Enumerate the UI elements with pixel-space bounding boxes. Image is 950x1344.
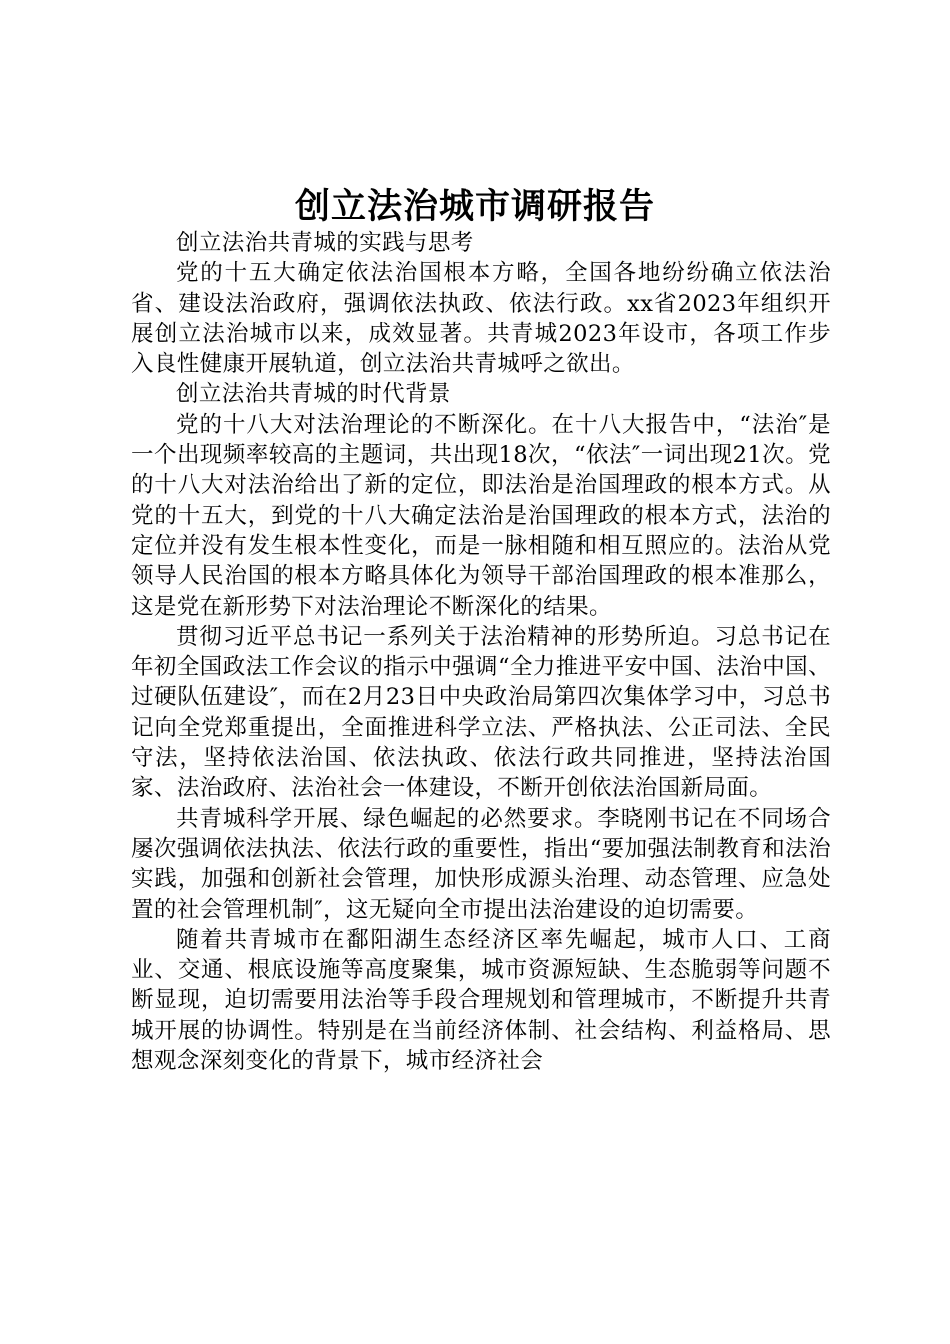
paragraph: 共青城科学开展、绿色崛起的必然要求。李晓刚书记在不同场合屡次强调依法执法、依法行政的重要性，指出“要加强法制教育和法治实践，加强和创新社会管理，加快形成源头治理、动态管理、应急处置的社会管理机制″，这无疑向全市提出法治建设的迫切需要。	[131, 805, 831, 923]
paragraph: 党的十八大对法治理论的不断深化。在十八大报告中，“法治″是一个出现频率较高的主题词，共出现18次，“依法″一词出现21次。党的十八大对法治给出了新的定位，即法治是治国理政的根本方式。从党的十五大，到党的十八大确定法治是治国理政的根本方式，法治的定位并没有发生根本性变化，而是一脉相随和相互照应的。法治从党领导人民治国的根本方略具体化为领导干部治国理政的根本准那么，这是党在新形势下对法治理论不断深化的结果。	[131, 411, 831, 620]
paragraph-section-heading: 创立法治共青城的时代背景	[176, 381, 451, 408]
document-body	[131, 228, 831, 1076]
paragraph: 党的十五大确定依法治国根本方略，全国各地纷纷确立依法治省、建设法治政府，强调依法执政、依法行政。xx省2023年组织开展创立法治城市以来，成效显著。共青城2023年设市，各项工作步入良性健康开展轨道，创立法治共青城呼之欲出。	[131, 260, 831, 378]
document-title: 创立法治城市调研报告	[294, 186, 655, 227]
paragraph-subtitle: 创立法治共青城的实践与思考	[176, 230, 474, 256]
paragraph: 贯彻习近平总书记一系列关于法治精神的形势所迫。习总书记在年初全国政法工作会议的指示中强调“全力推进平安中国、法治中国、过硬队伍建设″，而在2月23日中央政治局第四次集体学习中，习总书记向全党郑重提出，全面推进科学立法、严格执法、公正司法、全民守法，坚持依法治国、依法执政、依法行政共同推进，坚持法治国家、法治政府、法治社会一体建设，不断开创依法治国新局面。	[131, 623, 831, 802]
paragraph: 随着共青城市在鄱阳湖生态经济区率先崛起，城市人口、工商业、交通、根底设施等高度聚集，城市资源短缺、生态脆弱等问题不断显现，迫切需要用法治等手段合理规划和管理城市，不断提升共青城开展的协调性。特别是在当前经济体制、社会结构、利益格局、思想观念深刻变化的背景下，城市经济社会	[131, 926, 831, 1075]
